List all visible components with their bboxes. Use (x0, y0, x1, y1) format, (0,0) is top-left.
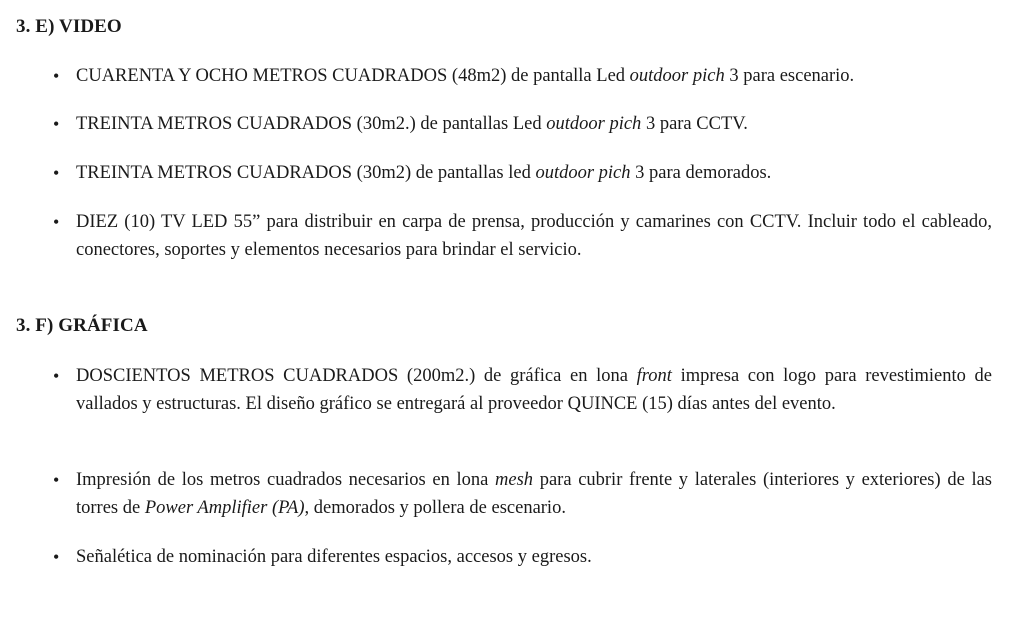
section-heading-grafica: 3. F) GRÁFICA (16, 315, 148, 336)
list-item: • Impresión de los metros cuadrados necesarios en lona mesh para cubrir frente y laterales (interiores y exteriores) de las torres de Power Amplifier (PA), demorados y pollera de escenario. (76, 466, 992, 522)
list-item: • CUARENTA Y OCHO METROS CUADRADOS (48m2) de pantalla Led outdoor pich 3 para escenario. (76, 62, 992, 90)
bullet-icon: • (53, 163, 60, 183)
bullet-icon: • (53, 66, 60, 86)
list-item: • TREINTA METROS CUADRADOS (30m2) de pantallas led outdoor pich 3 para demorados. (76, 159, 992, 187)
list-item: • Señalética de nominación para diferentes espacios, accesos y egresos. (76, 543, 992, 571)
list-item: • TREINTA METROS CUADRADOS (30m2.) de pantallas Led outdoor pich 3 para CCTV. (76, 110, 992, 138)
bullet-icon: • (53, 366, 60, 386)
list-item: • DIEZ (10) TV LED 55” para distribuir en carpa de prensa, producción y camarines con CCTV. Incluir todo el cableado, conectores, soportes y elementos necesarios para brindar el servicio. (76, 208, 992, 264)
bullet-icon: • (53, 470, 60, 490)
bullet-icon: • (53, 547, 60, 567)
section-heading-video: 3. E) VIDEO (16, 16, 122, 37)
bullet-icon: • (53, 212, 60, 232)
list-item: • DOSCIENTOS METROS CUADRADOS (200m2.) de gráfica en lona front impresa con logo para revestimiento de vallados y estructuras. El diseño gráfico se entregará al proveedor QUINCE (15) días antes del evento. (76, 362, 992, 418)
bullet-icon: • (53, 114, 60, 134)
